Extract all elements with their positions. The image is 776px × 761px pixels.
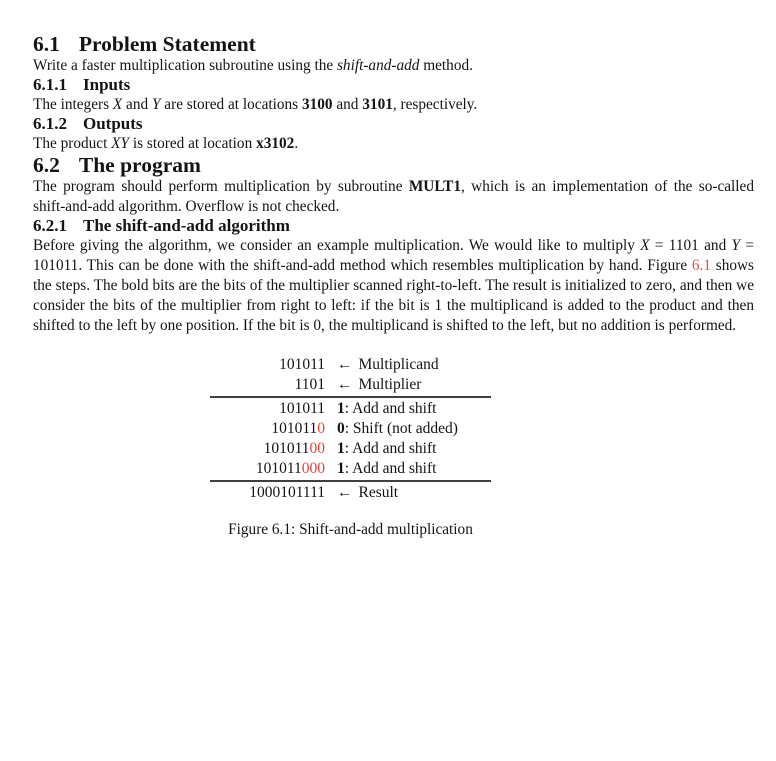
multiplier-bit: 1 [337, 399, 345, 417]
math-var: XY [111, 134, 130, 152]
figure-caption: Figure 6.1: Shift-and-add multiplication [228, 520, 473, 538]
text-run: = 1101 and [649, 236, 732, 254]
math-var: X [112, 95, 123, 113]
step-value: 101011 [279, 399, 325, 417]
table-row-multiplicand [210, 355, 491, 375]
text-run: is stored at location [129, 134, 257, 152]
subsection-number: 6.2.1 [33, 215, 67, 235]
paragraph-algorithm [33, 236, 754, 336]
paragraph-program [33, 177, 754, 217]
section-title: Problem Statement [78, 32, 256, 56]
text-run: Write a faster multiplication subroutine using the [33, 57, 337, 75]
subsection-number: 6.1.1 [33, 75, 67, 95]
text-run: method. [419, 57, 473, 75]
step-description: : Add and shift [344, 439, 437, 457]
text-run: = 101011. This can be done with the shift-and-add method which resembles multiplication by hand. Figure [33, 236, 754, 274]
text-run: shows the steps. The bold bits are the bits of the multiplier scanned right-to-left. The result is initialized to zero, and then we consider the bits of the multiplier from right to left: if the bit is 1 the multiplicand is added to the product and then shifted to the left by one position. If the bit is 0, the multiplicand is shifted to the left, but no addition is performed. [33, 256, 754, 334]
multiplier-bit: 1 [337, 439, 345, 457]
left-arrow-icon: ← [337, 483, 353, 501]
text-run: . [294, 134, 299, 152]
left-arrow-icon: ← [337, 375, 353, 393]
section-number: 6.1 [33, 32, 60, 56]
math-var: X [640, 236, 650, 254]
subsection-title: The shift-and-add algorithm [83, 215, 290, 235]
table-row-step [210, 419, 491, 439]
table-row-multiplier [210, 375, 491, 395]
table-row-step [210, 459, 491, 479]
text-run: The product [33, 134, 112, 152]
text-run: and [332, 95, 363, 113]
section-number: 6.2 [33, 152, 60, 177]
subsection-heading-inputs [33, 76, 754, 95]
subsection-heading-outputs [33, 115, 754, 134]
table-header-block [210, 355, 491, 395]
shifted-zeros: 0 [317, 419, 325, 437]
text-run: and [122, 95, 152, 113]
figure-reference-link[interactable]: 6.1 [691, 256, 712, 274]
step-value: 101011 [255, 459, 302, 477]
subsection-title: Outputs [83, 113, 143, 133]
figure-6-1 [33, 355, 754, 539]
row-label: Multiplicand [358, 355, 439, 373]
result-value: 1000101111 [249, 483, 325, 501]
multiplier-bit: 0 [337, 419, 345, 437]
math-var: Y [731, 236, 741, 254]
step-description: : Add and shift [344, 459, 437, 477]
memory-location: x3102 [256, 134, 295, 152]
multiplier-bit: 1 [337, 459, 345, 477]
italic-term: shift-and-add [336, 57, 420, 75]
left-arrow-icon: ← [337, 355, 353, 373]
text-run: , respectively. [392, 95, 478, 113]
text-run: are stored at locations [160, 95, 302, 113]
row-label: Multiplier [358, 375, 422, 393]
section-heading-problem-statement [33, 33, 754, 56]
text-run: The integers [33, 95, 113, 113]
paragraph-intro [33, 56, 754, 76]
shift-add-table [210, 355, 491, 503]
math-var: Y [151, 95, 161, 113]
subsection-title: Inputs [83, 75, 131, 95]
subsection-number: 6.1.2 [33, 113, 67, 133]
step-description: : Shift (not added) [344, 419, 458, 437]
section-heading-the-program [33, 154, 754, 177]
paragraph-inputs [33, 95, 754, 115]
table-row-step [210, 439, 491, 459]
paragraph-outputs [33, 134, 754, 154]
memory-location: 3101 [362, 95, 393, 113]
multiplicand-value: 101011 [279, 355, 325, 373]
text-run: Before giving the algorithm, we consider an example multiplication. We would like to multiply [33, 236, 641, 254]
subsection-heading-algorithm [33, 217, 754, 236]
step-description: : Add and shift [344, 399, 437, 417]
memory-location: 3100 [301, 95, 333, 113]
table-steps-block [210, 396, 491, 482]
table-row-step [210, 399, 491, 419]
multiplier-value: 1101 [294, 375, 325, 393]
section-title: The program [78, 152, 201, 177]
step-value: 101011 [271, 419, 318, 437]
step-value: 101011 [263, 439, 310, 457]
subroutine-name: MULT1 [408, 177, 461, 195]
row-label: Result [358, 483, 399, 501]
shifted-zeros: 000 [301, 459, 325, 477]
text-run: , which is an implementation of the so-called shift-and-add algorithm. Overflow is not checked. [33, 177, 754, 215]
shifted-zeros: 00 [309, 439, 325, 457]
table-row-result [210, 483, 491, 503]
text-run: The program should perform multiplication by subroutine [33, 177, 409, 195]
